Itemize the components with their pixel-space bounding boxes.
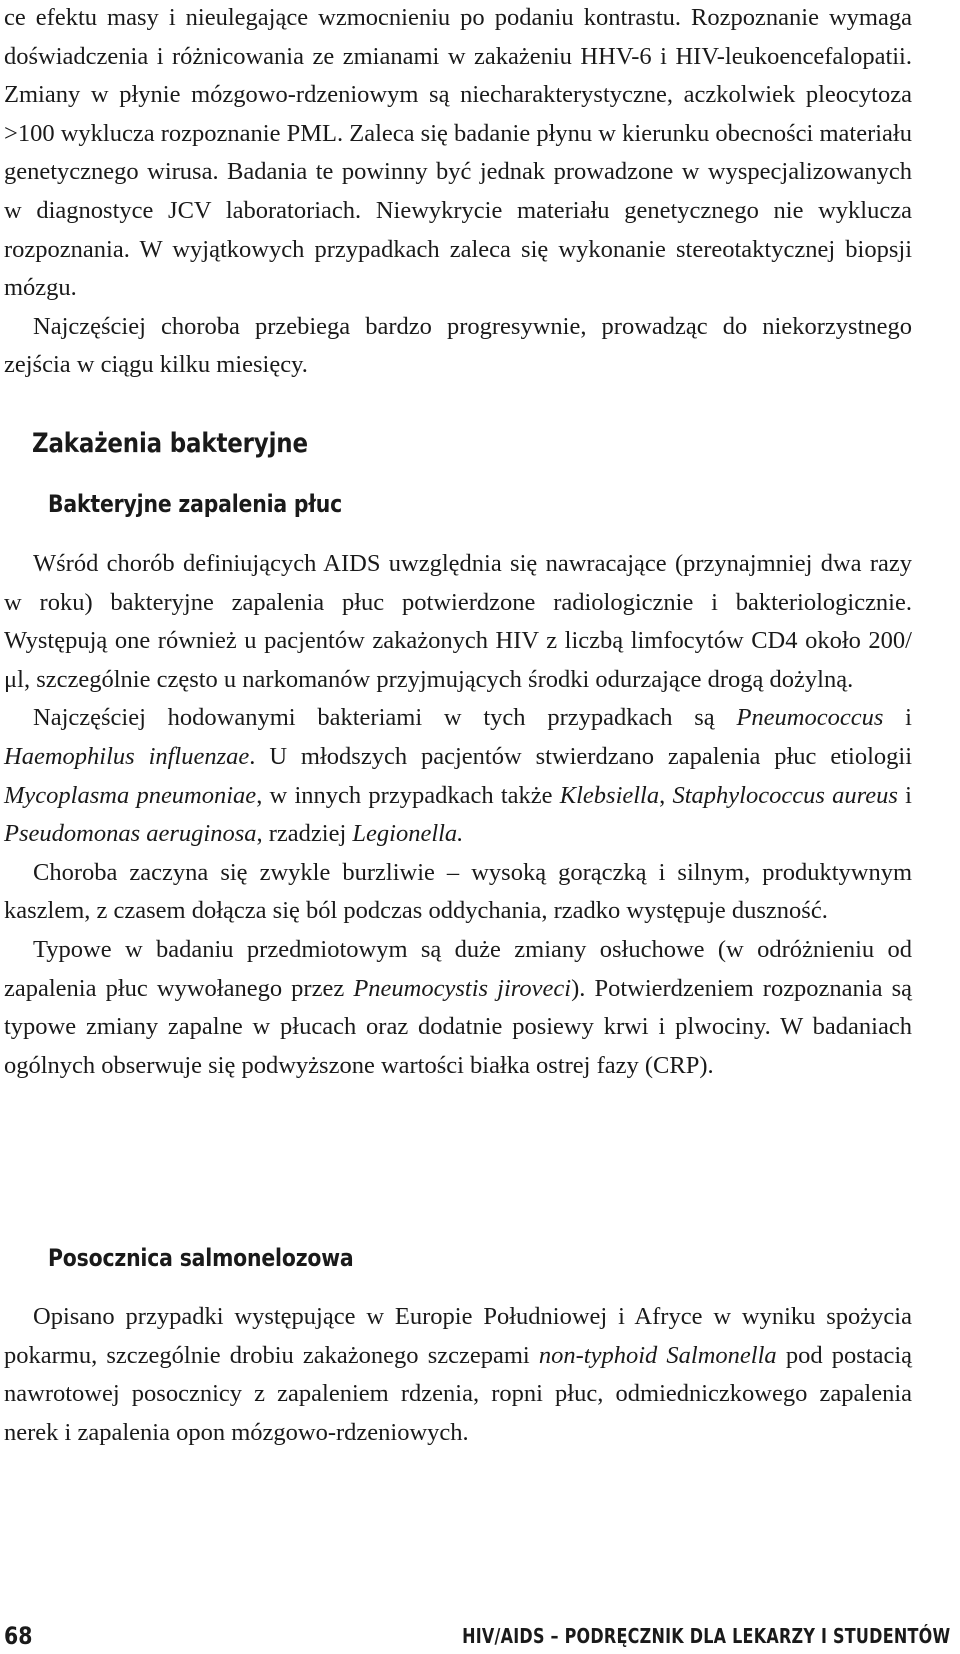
running-title: HIV/AIDS – PODRĘCZNIK DLA LEKARZY I STUDENTÓW bbox=[461, 1624, 950, 1648]
text-run: i bbox=[883, 704, 912, 732]
species-name: Klebsiella bbox=[559, 781, 660, 809]
pneumonia-paragraph-4 bbox=[4, 931, 912, 1085]
salmonella-block bbox=[4, 1298, 912, 1452]
pneumonia-paragraph-2 bbox=[4, 699, 912, 853]
page-footer bbox=[0, 1612, 956, 1654]
text-run: , rzadziej bbox=[256, 820, 353, 848]
text-run: pod postacią nawrotowej posocznicy z zapaleniem rdzenia, ropni płuc, odmiedniczkowego zapalenia nerek i zapalenia opon mózgowo-rdzeniowych. bbox=[4, 1341, 913, 1446]
text-run: i bbox=[897, 781, 912, 809]
salmonella-paragraph-1 bbox=[4, 1298, 912, 1452]
species-name: Mycoplasma pneumoniae bbox=[4, 781, 257, 809]
pneumonia-paragraph-1: Wśród chorób definiujących AIDS uwzględnia się nawracające (przynajmniej dwa razy w roku) bakteryjne zapalenia płuc potwierdzone radiologicznie i bakteriologicznie. Występują one również u pacjentów zakażonych HIV z liczbą limfocytów CD4 około 200/μl, szczególnie często u narkomanów przyjmujących środki odurzające drogą dożylną. bbox=[4, 550, 912, 693]
subsection-title-pneumonia: Bakteryjne zapalenia płuc bbox=[48, 490, 343, 518]
intro-paragraph-2: Najczęściej choroba przebiega bardzo progresywnie, prowadząc do niekorzystnego zejścia w ciągu kilku miesięcy. bbox=[4, 312, 912, 379]
intro-paragraph-1: ce efektu masy i nieulegające wzmocnieniu po podaniu kontrastu. Rozpoznanie wymaga doświadczenia i różnicowania ze zmianami w zakażeniu HHV-6 i HIV-leukoencefalopatii. Zmiany w płynie mózgowo-rdzeniowym są niecharakterystyczne, aczkolwiek pleocytoza >100 wyklucza rozpoznanie PML. Zaleca się badanie płynu w kierunku obecności materiału genetycznego wirusa. Badania te powinny być jednak prowadzone w wyspecjalizowanych w diagnostyce JCV laboratoriach. Niewykrycie materiału genetycznego nie wyklucza rozpoznania. W wyjątkowych przypadkach zaleca się wykonanie stereotaktycznej biopsji mózgu. bbox=[4, 4, 912, 302]
intro-block bbox=[4, 2, 912, 385]
pneumonia-paragraph-3: Choroba zaczyna się zwykle burzliwie – wysoką gorączką i silnym, produktywnym kaszlem, z czasem dołącza się ból podczas oddychania, rzadko występuje duszność. bbox=[4, 858, 912, 925]
species-name: Haemophilus influenzae bbox=[4, 742, 250, 770]
species-name: Pneumocystis jiroveci bbox=[353, 974, 572, 1002]
species-name: Legionella. bbox=[352, 820, 464, 848]
text-run: Najczęściej hodowanymi bakteriami w tych przypadkach są bbox=[33, 704, 737, 732]
section-title: Zakażenia bakteryjne bbox=[32, 428, 308, 459]
text-run: , bbox=[659, 781, 673, 809]
page-number: 68 bbox=[4, 1622, 33, 1650]
text-run: ). Potwierdzeniem rozpoznania są typowe zmiany zapalne w płucach oraz dodatnie posiewy krwi i plwociny. W badaniach ogólnych obserwuje się podwyższone wartości białka ostrej fazy (CRP). bbox=[4, 974, 913, 1079]
species-name: Pseudomonas aeruginosa bbox=[4, 820, 257, 848]
text-run: . U młodszych pacjentów stwierdzano zapalenia płuc etiologii bbox=[249, 742, 912, 770]
species-name: Staphylococcus aureus bbox=[672, 781, 898, 809]
pneumonia-block bbox=[4, 545, 912, 1085]
species-name: Pneumococcus bbox=[736, 704, 884, 732]
text-run: , w innych przypadkach także bbox=[256, 781, 560, 809]
text-run: Opisano przypadki występujące w Europie Południowej i Afryce w wyniku spożycia pokarmu, szczególnie drobiu zakażonego szczepami bbox=[4, 1303, 912, 1369]
subsection-title-salmonella: Posocznica salmonelozowa bbox=[48, 1244, 354, 1272]
text-run: Typowe w badaniu przedmiotowym są duże zmiany osłuchowe (w odróżnieniu od zapalenia płuc wywołanego przez bbox=[4, 935, 912, 1002]
species-name: non-typhoid Salmonella bbox=[538, 1341, 777, 1369]
